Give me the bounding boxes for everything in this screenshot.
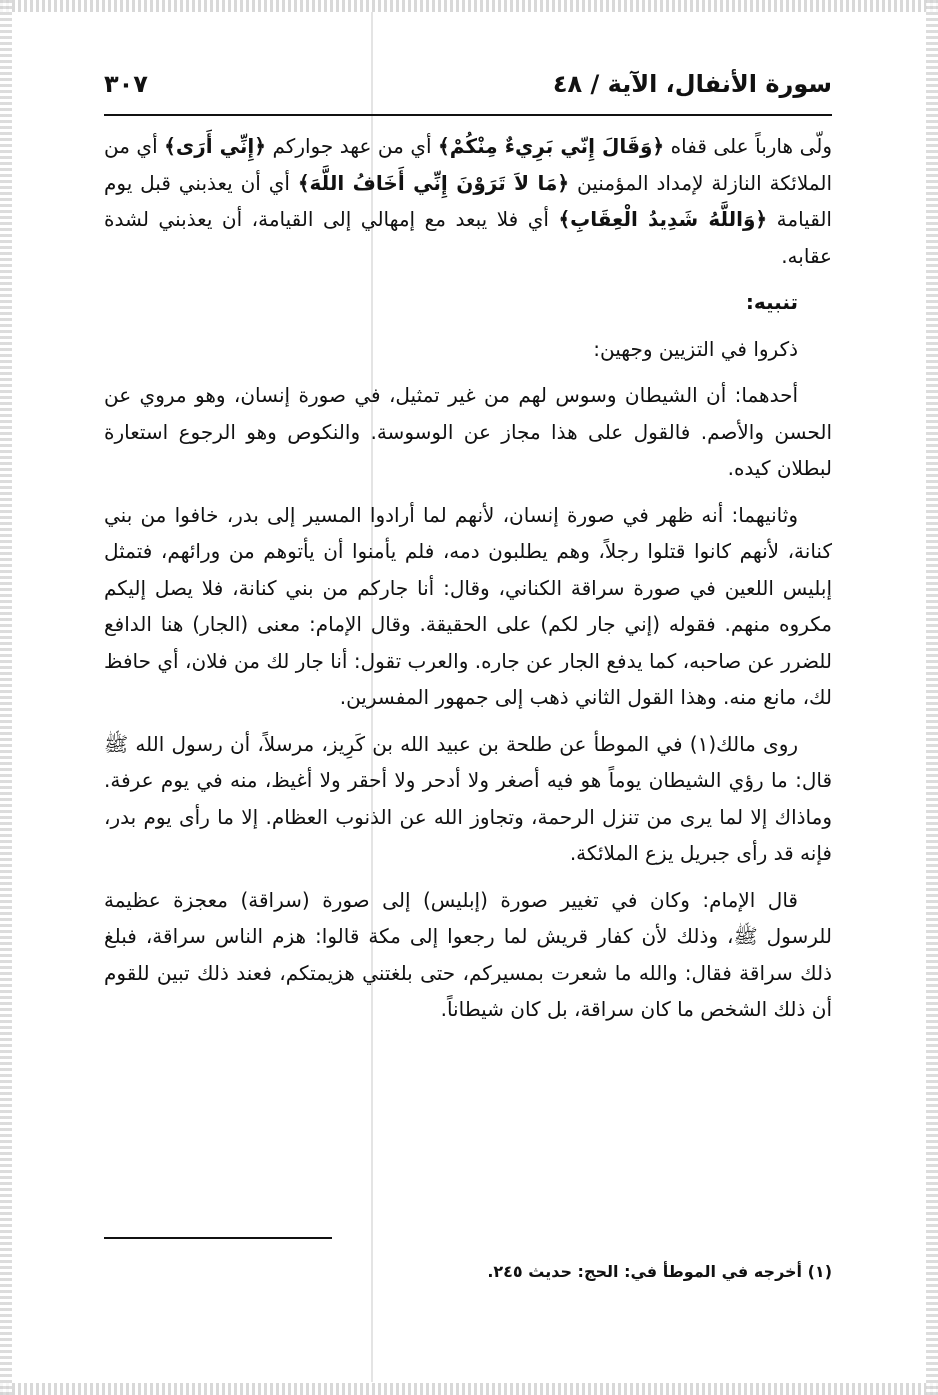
book-page [104, 70, 832, 1038]
paragraph-text: أي فلا يبعد مع إمهالي إلى القيامة، أن يعذبني لشدة عقابه. [104, 207, 832, 268]
paragraph [104, 128, 832, 274]
paragraph-text: روى مالك(١) في الموطأ عن طلحة بن عبيد الله بن كَرِيز، مرسلاً، أن رسول الله ﷺ قال: ما رؤي الشيطان يوماً هو فيه أصغر ولا أدحر ولا أحقر ولا أغيظ، منه في يوم عرفة. وماذاك إلا لما يرى من تنزل الرحمة، وتجاوز الله عن الذنوب العظام. إلا ما رأى يوم بدر، فإنه قد رأى جبريل يزع الملائكة. [104, 731, 832, 865]
decorative-border-bottom [0, 1383, 938, 1395]
quran-verse: ﴿وَاللَّهُ شَدِيدُ الْعِقَابِ﴾ [558, 207, 768, 231]
paragraph [104, 377, 832, 487]
paragraph-text: أحدهما: أن الشيطان وسوس لهم من غير تمثيل، في صورة إنسان، وهو مروي عن الحسن والأصم. فالقول على هذا مجاز عن الوسوسة. والنكوص وهو الرجوع استعارة لبطلان كيده. [104, 383, 832, 480]
paragraph [104, 331, 832, 368]
paragraph [104, 726, 832, 872]
running-header [104, 70, 832, 116]
paragraph-text: قال الإمام: وكان في تغيير صورة (إبليس) إلى صورة (سراقة) معجزة عظيمة للرسول ﷺ، وذلك لأن كفار قريش لما رجعوا إلى مكة قالوا: هزم الناس سراقة، فبلغ ذلك سراقة فقال: والله ما شعرت بمسيركم، حتى بلغتني هزيمتكم، فعند ذلك تبين للقوم أن ذلك الشخص ما كان سراقة، بل كان شيطاناً. [104, 887, 832, 1021]
decorative-border-left [0, 0, 12, 1395]
decorative-border-right [926, 0, 938, 1395]
quran-verse: ﴿وَقَالَ إِنّي بَرِيءٌ مِنْكُمْ﴾ [438, 134, 665, 158]
footnote-separator [104, 1237, 332, 1239]
quran-verse: ﴿إِنِّي أَرَى﴾ [164, 134, 266, 158]
paragraph [104, 882, 832, 1028]
paragraph-text: ولّى هارباً على قفاه [664, 134, 832, 158]
quran-verse: ﴿مَا لاَ تَرَوْنَ إِنِّي أَخَافُ اللَّهَ﴾ [297, 170, 570, 195]
page-body-text [104, 128, 832, 1028]
paragraph-text: أي أن يعذبني قبل يوم القيامة [104, 170, 832, 231]
paragraph-text: ذكروا في التزيين وجهين: [593, 336, 798, 361]
footnote: (١) أخرجه في الموطأ في: الحج: حديث ٢٤٥. [487, 1262, 832, 1281]
surah-title: سورة الأنفال، الآية / ٤٨ [552, 70, 832, 98]
paragraph-text: أي من الملائكة النازلة لإمداد المؤمنين [104, 134, 833, 195]
paragraph [104, 284, 832, 321]
section-heading: تنبيه: [745, 290, 798, 314]
paragraph-text: وثانيهما: أنه ظهر في صورة إنسان، لأنهم لما أرادوا المسير إلى بدر، خافوا من بني كنانة، لأنهم كانوا قتلوا رجلاً، وهم يطلبون دمه، فلم يأمنوا أن يأتوهم من ورائهم، فتمثل إبليس اللعين في صورة سراقة الكناني، وقال: أنا جاركم من بني كنانة، فلا يصل إليكم مكروه منهم. فقوله (إني جار لكم) على الحقيقة. وقال الإمام: معنى (الجار) هنا الدافع للضرر عن صاحبه، كما يدفع الجار عن جاره. والعرب تقول: أنا جار لك من فلان، أي حافظ لك، مانع منه. وهذا القول الثاني ذهب إلى جمهور المفسرين. [104, 502, 832, 709]
decorative-border-top [0, 0, 938, 12]
page-number: ٣٠٧ [104, 70, 148, 98]
paragraph-text: أي من عهد جواركم [266, 134, 439, 158]
paragraph [104, 497, 832, 716]
